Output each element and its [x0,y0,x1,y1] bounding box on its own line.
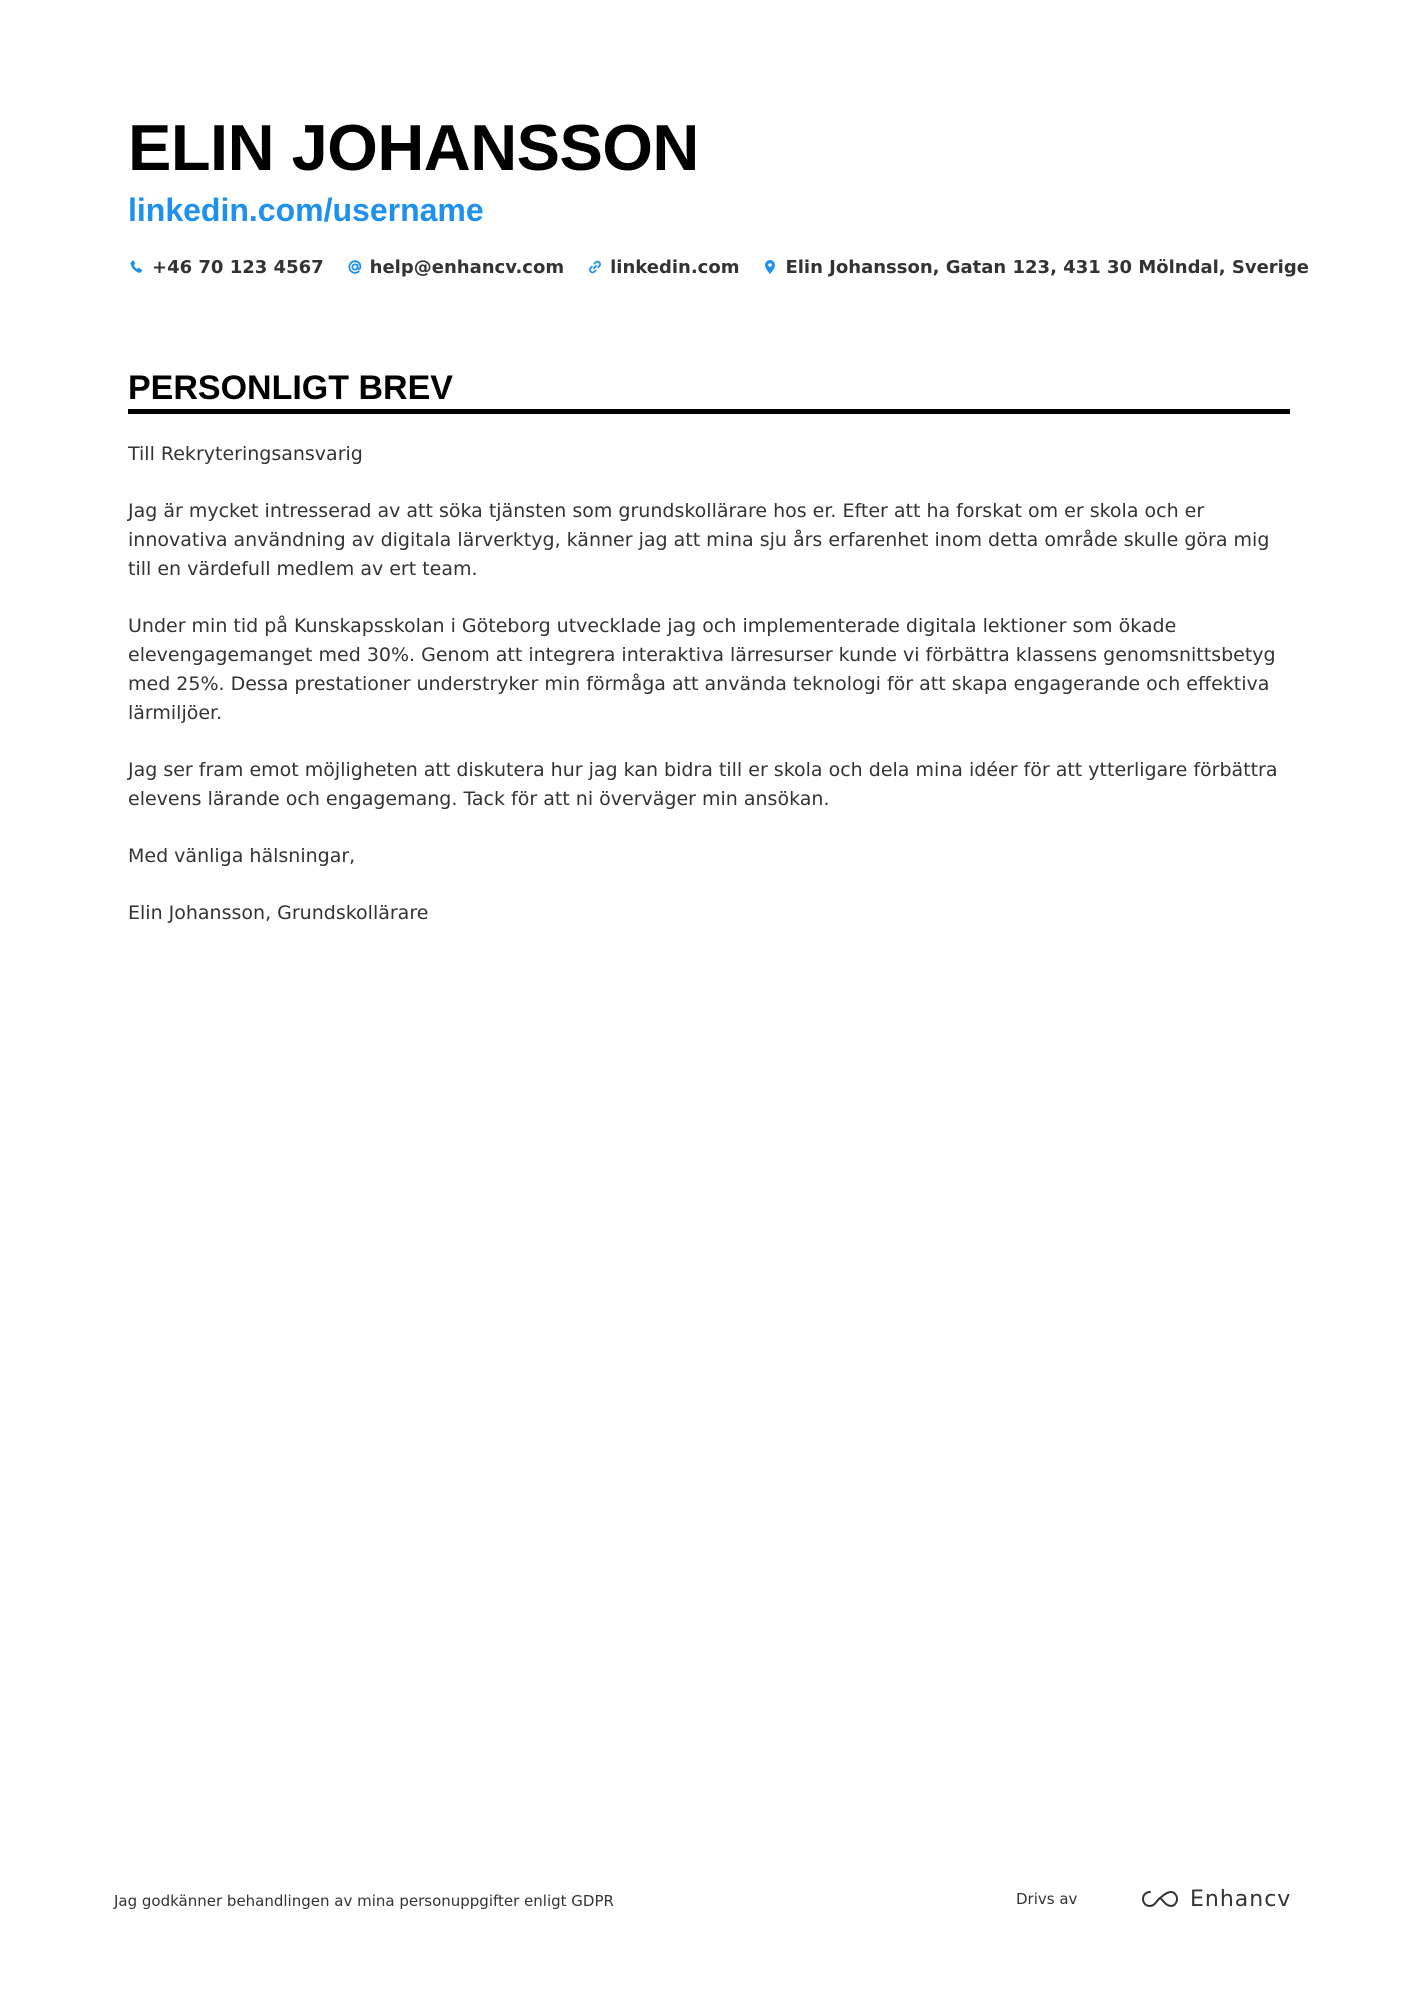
gdpr-consent-text: Jag godkänner behandlingen av mina personuppgifter enligt GDPR [114,1892,614,1910]
contact-address-text: Elin Johansson, Gatan 123, 431 30 Mölndal, Sverige [785,256,1309,278]
letter-paragraph: Jag ser fram emot möjligheten att diskutera hur jag kan bidra till er skola och dela mina idéer för att ytterligare förbättra elevens lärande och engagemang. Tack för att ni överväger min ansökan. [128,759,1278,810]
letter-paragraph: Under min tid på Kunskapsskolan i Göteborg utvecklade jag och implementerade digitala lektioner som ökade elevengagemanget med 30%. Genom att integrera interaktiva lärresurser kunde vi förbättra klassens genomsnittsbetyg med 25%. Dessa prestationer understryker min förmåga att använda teknologi för att skapa engagerande och effektiva lärmiljöer. [128,615,1276,724]
applicant-name: ELIN JOHANSSON [128,111,699,184]
enhancv-logo[interactable] [1136,1884,1291,1914]
contact-bar [128,251,1331,283]
profile-link-title[interactable]: linkedin.com/username [128,192,484,228]
phone-icon [128,258,146,276]
contact-email-text: help@enhancv.com [369,256,565,278]
enhancv-logo-icon [1136,1886,1184,1912]
powered-by-label: Drivs av [1016,1890,1078,1908]
at-icon [346,258,364,276]
contact-linkedin-text: linkedin.com [610,256,740,278]
contact-email[interactable] [346,257,564,278]
letter-body [128,440,1290,956]
enhancv-logo-text: Enhancv [1190,1886,1292,1912]
letter-greeting: Till Rekryteringsansvarig [128,443,363,465]
contact-phone[interactable] [128,257,324,278]
location-pin-icon [761,258,779,276]
contact-linkedin[interactable] [586,257,739,278]
contact-address [761,257,1308,278]
contact-phone-text: +46 70 123 4567 [152,256,324,278]
link-icon [586,258,604,276]
letter-closing: Med vänliga hälsningar, [128,845,356,867]
letter-paragraph: Jag är mycket intresserad av att söka tjänsten som grundskollärare hos er. Efter att ha forskat om er skola och er innovativa användning av digitala lärverktyg, känner jag att mina sju års erfarenhet inom detta område skulle göra mig till en värdefull medlem av ert team. [128,500,1270,580]
section-divider [128,409,1290,414]
section-title: PERSONLIGT BREV [128,369,453,407]
letter-signature: Elin Johansson, Grundskollärare [128,902,429,924]
